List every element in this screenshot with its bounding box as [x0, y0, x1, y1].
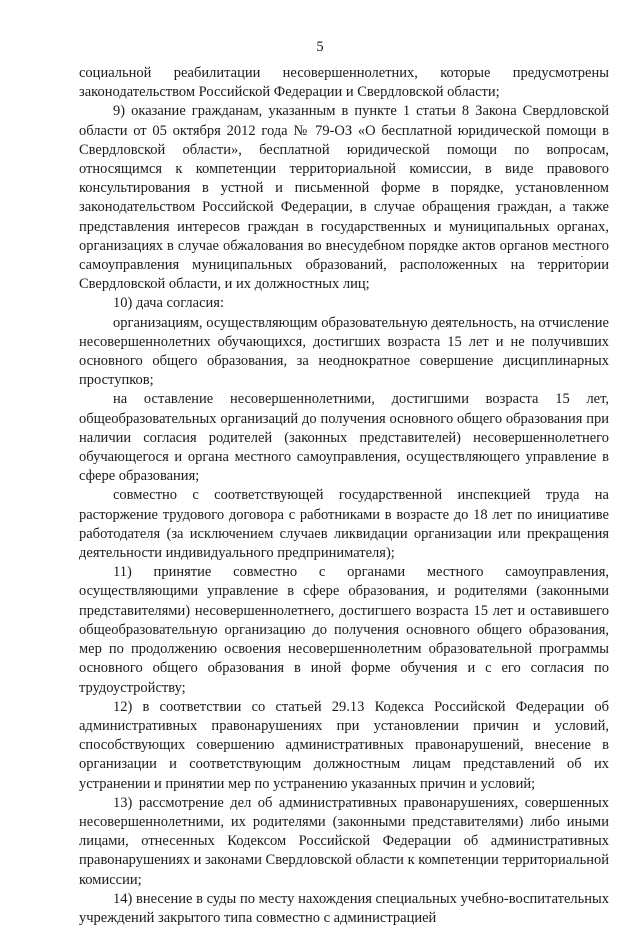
paragraph-item-10-expulsion: организациям, осуществляющим образовательную деятельность, на отчисление несовершеннолетних обучающихся, достигших возраста 15 лет и не получивших основного общего образования, за неоднократное совершение дисциплинарных проступков;	[79, 314, 609, 389]
paragraph-item-14: 14) внесение в суды по месту нахождения специальных учебно-воспитательных учреждений закрытого типа совместно с администрацией	[79, 890, 609, 926]
page-number: 5	[316, 39, 324, 55]
document-body	[79, 64, 609, 928]
paragraph-item-12: 12) в соответствии со статьей 29.13 Кодекса Российской Федерации об административных правонарушениях при установлении причин и условий, способствующих совершению административных правонарушений, внесение в организации и соответствующим должностным лицам представлений об их устранении и принятии мер по устранению указанных причин и условий;	[79, 698, 609, 792]
paragraph-item-10-leaving-school: на оставление несовершеннолетними, достигшими возраста 15 лет, общеобразовательных организаций до получения основного общего образования при наличии согласия родителей (законных представителей) несовершеннолетнего обучающегося и органа местного самоуправления, осуществляющего управление в сфере образования;	[79, 391, 609, 485]
paragraph-continuation: социальной реабилитации несовершеннолетних, которые предусмотрены законодательством Российской Федерации и Свердловской области;	[79, 65, 609, 101]
paragraph-item-9: 9) оказание гражданам, указанным в пункте 1 статьи 8 Закона Свердловской области от 05 октября 2012 года № 79-ОЗ «О бесплатной юридической помощи в Свердловской области», бесплатной юридической помощи по вопросам, относящимся к компетенции территориальной комиссии, в виде правового консультирования в устной и письменной форме в порядке, установленном законодательством Российской Федерации, в случае обращения граждан, а также представления интересов граждан в государственных и муниципальных органах, организациях в случае обжалования во внесудебном порядке актов органов местного самоуправления муниципальных образований, расположенных на территории Свердловской области, и их должностных лиц;	[79, 103, 609, 293]
paragraph-item-10-labor-contract: совместно с соответствующей государственной инспекцией труда на расторжение трудового договора с работниками в возрасте до 18 лет по инициативе работодателя (за исключением случаев ликвидации организации или прекращения деятельности индивидуального предпринимателя);	[79, 487, 609, 562]
scan-speck	[581, 256, 583, 257]
paragraph-item-13: 13) рассмотрение дел об административных правонарушениях, совершенных несовершеннолетними, их родителями (законными представителями) либо иными лицами, отнесенных Кодексом Российской Федерации об административных правонарушениях и законами Свердловской области к компетенции территориальной комиссии;	[79, 794, 609, 888]
paragraph-item-10: 10) дача согласия:	[113, 295, 225, 312]
paragraph-item-11: 11) принятие совместно с органами местного самоуправления, осуществляющими управление в сфере образования, и родителями (законными представителями) несовершеннолетнего, достигшего возраста 15 лет и оставившего общеобразовательную организацию до получения основного общего образования, мер по продолжению освоения несовершеннолетним образовательной программы основного общего образования в иной форме обучения и с его согласия по трудоустройству;	[79, 564, 609, 696]
